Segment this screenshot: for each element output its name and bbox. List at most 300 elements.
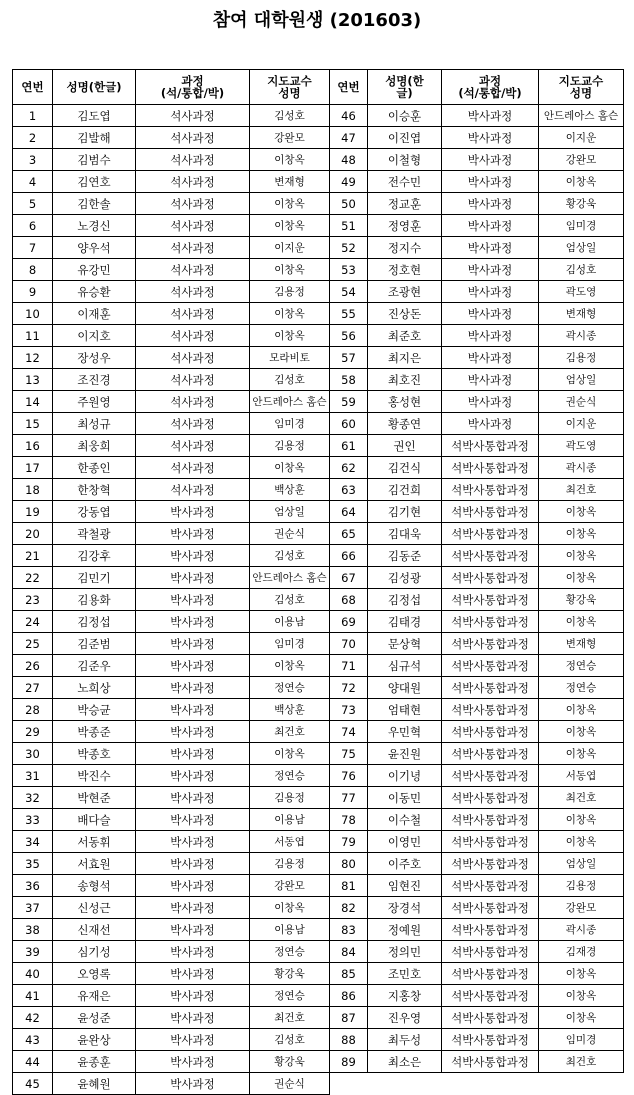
cell-course: 박사과정 (136, 1073, 250, 1095)
cell-name: 정영훈 (368, 215, 442, 237)
table-row (13, 1007, 330, 1029)
table-row (13, 413, 330, 435)
cell-name: 김준우 (53, 655, 136, 677)
table-row (13, 699, 330, 721)
cell-number: 66 (330, 545, 368, 567)
table-row (330, 721, 624, 743)
cell-course: 석박사통합과정 (442, 479, 539, 501)
cell-advisor: 이창옥 (250, 149, 330, 171)
cell-number: 42 (13, 1007, 53, 1029)
cell-name: 임현진 (368, 875, 442, 897)
cell-advisor: 안드레아스 홈슨 (539, 105, 624, 127)
cell-number: 22 (13, 567, 53, 589)
cell-course: 석박사통합과정 (442, 875, 539, 897)
cell-course: 석박사통합과정 (442, 1051, 539, 1073)
table-row (330, 369, 624, 391)
cell-name: 이주호 (368, 853, 442, 875)
table-row (13, 1073, 330, 1095)
cell-course: 석박사통합과정 (442, 787, 539, 809)
table-row (13, 831, 330, 853)
cell-name: 최호진 (368, 369, 442, 391)
cell-advisor: 곽도영 (539, 435, 624, 457)
cell-course: 박사과정 (442, 237, 539, 259)
table-row (330, 985, 624, 1007)
cell-course: 박사과정 (136, 633, 250, 655)
cell-name: 조광현 (368, 281, 442, 303)
cell-name: 양대원 (368, 677, 442, 699)
cell-name: 조진경 (53, 369, 136, 391)
cell-course: 박사과정 (136, 787, 250, 809)
cell-course: 박사과정 (442, 127, 539, 149)
table-row (330, 193, 624, 215)
cell-name: 김발해 (53, 127, 136, 149)
cell-name: 이기녕 (368, 765, 442, 787)
table-row (13, 479, 330, 501)
cell-advisor: 황강욱 (250, 1051, 330, 1073)
table-row (330, 325, 624, 347)
cell-course: 석사과정 (136, 193, 250, 215)
cell-number: 77 (330, 787, 368, 809)
cell-course: 박사과정 (136, 721, 250, 743)
cell-number: 35 (13, 853, 53, 875)
cell-advisor: 권순식 (539, 391, 624, 413)
table-row (330, 787, 624, 809)
col-header-number: 연번 (13, 70, 53, 105)
cell-advisor: 이창옥 (539, 831, 624, 853)
cell-number: 18 (13, 479, 53, 501)
table-row (330, 743, 624, 765)
table-row (13, 655, 330, 677)
cell-name: 한창혁 (53, 479, 136, 501)
cell-advisor: 이창옥 (539, 1007, 624, 1029)
cell-advisor: 정연승 (250, 765, 330, 787)
cell-name: 이재훈 (53, 303, 136, 325)
cell-name: 김용화 (53, 589, 136, 611)
cell-number: 11 (13, 325, 53, 347)
cell-advisor: 임미경 (250, 413, 330, 435)
students-table-left (12, 69, 330, 1095)
table-row (13, 611, 330, 633)
cell-name: 노희상 (53, 677, 136, 699)
cell-number: 19 (13, 501, 53, 523)
cell-course: 석사과정 (136, 325, 250, 347)
table-row (330, 809, 624, 831)
cell-name: 박종준 (53, 721, 136, 743)
cell-name: 신성근 (53, 897, 136, 919)
cell-number: 68 (330, 589, 368, 611)
table-row (13, 765, 330, 787)
table-row (330, 897, 624, 919)
table-row (13, 721, 330, 743)
cell-course: 석사과정 (136, 391, 250, 413)
cell-course: 석박사통합과정 (442, 743, 539, 765)
cell-advisor: 권순식 (250, 523, 330, 545)
cell-course: 석사과정 (136, 215, 250, 237)
cell-number: 78 (330, 809, 368, 831)
table-row (330, 699, 624, 721)
table-row (330, 1007, 624, 1029)
table-row (13, 875, 330, 897)
cell-course: 석사과정 (136, 413, 250, 435)
cell-course: 박사과정 (136, 809, 250, 831)
cell-course: 박사과정 (136, 501, 250, 523)
table-row (13, 787, 330, 809)
cell-name: 윤완상 (53, 1029, 136, 1051)
table-row (13, 171, 330, 193)
cell-number: 52 (330, 237, 368, 259)
table-row (330, 303, 624, 325)
cell-advisor: 이창옥 (539, 721, 624, 743)
cell-course: 박사과정 (136, 677, 250, 699)
cell-name: 정호현 (368, 259, 442, 281)
cell-name: 윤혜원 (53, 1073, 136, 1095)
cell-course: 석박사통합과정 (442, 699, 539, 721)
cell-number: 48 (330, 149, 368, 171)
cell-name: 정교훈 (368, 193, 442, 215)
cell-name: 유승환 (53, 281, 136, 303)
cell-course: 석사과정 (136, 149, 250, 171)
cell-number: 41 (13, 985, 53, 1007)
col-header-course: 과정 (석/통합/박) (136, 70, 250, 105)
cell-advisor: 강완모 (250, 127, 330, 149)
cell-advisor: 곽도영 (539, 281, 624, 303)
cell-number: 23 (13, 589, 53, 611)
table-row (330, 347, 624, 369)
table-row (330, 237, 624, 259)
cell-number: 43 (13, 1029, 53, 1051)
cell-number: 65 (330, 523, 368, 545)
cell-number: 47 (330, 127, 368, 149)
cell-course: 박사과정 (442, 413, 539, 435)
cell-advisor: 서동엽 (539, 765, 624, 787)
cell-number: 85 (330, 963, 368, 985)
cell-course: 석사과정 (136, 479, 250, 501)
cell-name: 유강민 (53, 259, 136, 281)
cell-advisor: 강완모 (250, 875, 330, 897)
cell-course: 박사과정 (136, 853, 250, 875)
col-header-advisor: 지도교수 성명 (539, 70, 624, 105)
col-header-name: 성명(한 글) (368, 70, 442, 105)
cell-course: 석사과정 (136, 259, 250, 281)
cell-number: 32 (13, 787, 53, 809)
table-row (330, 259, 624, 281)
cell-advisor: 이창옥 (250, 897, 330, 919)
cell-course: 박사과정 (136, 963, 250, 985)
cell-name: 김연호 (53, 171, 136, 193)
cell-course: 석박사통합과정 (442, 611, 539, 633)
cell-advisor: 황강욱 (250, 963, 330, 985)
cell-advisor: 강완모 (539, 149, 624, 171)
table-row (330, 1029, 624, 1051)
table-row (330, 435, 624, 457)
cell-advisor: 김성호 (539, 259, 624, 281)
cell-course: 박사과정 (136, 897, 250, 919)
cell-advisor: 최건호 (539, 1051, 624, 1073)
cell-name: 이철형 (368, 149, 442, 171)
table-row (330, 281, 624, 303)
cell-course: 석사과정 (136, 435, 250, 457)
col-header-course: 과정 (석/통합/박) (442, 70, 539, 105)
cell-number: 71 (330, 655, 368, 677)
table-row (330, 853, 624, 875)
cell-name: 장성우 (53, 347, 136, 369)
cell-name: 이동민 (368, 787, 442, 809)
table-row (330, 215, 624, 237)
table-row (13, 303, 330, 325)
cell-advisor: 강완모 (539, 897, 624, 919)
cell-name: 이영민 (368, 831, 442, 853)
cell-advisor: 이지운 (539, 413, 624, 435)
cell-number: 61 (330, 435, 368, 457)
table-row (13, 127, 330, 149)
cell-number: 56 (330, 325, 368, 347)
table-row (330, 875, 624, 897)
cell-number: 60 (330, 413, 368, 435)
cell-number: 31 (13, 765, 53, 787)
cell-number: 57 (330, 347, 368, 369)
table-row (13, 105, 330, 127)
table-row (13, 325, 330, 347)
cell-course: 박사과정 (136, 941, 250, 963)
cell-name: 정예원 (368, 919, 442, 941)
cell-course: 박사과정 (136, 1029, 250, 1051)
cell-course: 박사과정 (136, 655, 250, 677)
table-row (330, 479, 624, 501)
cell-name: 진상돈 (368, 303, 442, 325)
cell-number: 67 (330, 567, 368, 589)
cell-advisor: 곽시종 (539, 457, 624, 479)
cell-name: 이지호 (53, 325, 136, 347)
col-header-number: 연번 (330, 70, 368, 105)
table-row (13, 501, 330, 523)
col-header-advisor: 지도교수 성명 (250, 70, 330, 105)
table-row (330, 941, 624, 963)
cell-advisor: 이창옥 (539, 501, 624, 523)
cell-course: 석사과정 (136, 347, 250, 369)
cell-advisor: 이창옥 (539, 743, 624, 765)
table-row (330, 633, 624, 655)
cell-number: 27 (13, 677, 53, 699)
cell-course: 박사과정 (442, 215, 539, 237)
cell-number: 17 (13, 457, 53, 479)
cell-advisor: 이창옥 (250, 215, 330, 237)
cell-number: 70 (330, 633, 368, 655)
cell-name: 양우석 (53, 237, 136, 259)
cell-number: 81 (330, 875, 368, 897)
cell-course: 박사과정 (442, 259, 539, 281)
cell-number: 29 (13, 721, 53, 743)
cell-advisor: 이창옥 (539, 523, 624, 545)
cell-advisor: 김용정 (250, 281, 330, 303)
cell-course: 박사과정 (442, 281, 539, 303)
cell-course: 박사과정 (442, 105, 539, 127)
table-row (330, 149, 624, 171)
table-row (330, 919, 624, 941)
cell-advisor: 이창옥 (539, 545, 624, 567)
cell-number: 13 (13, 369, 53, 391)
cell-number: 64 (330, 501, 368, 523)
cell-name: 김태경 (368, 611, 442, 633)
cell-course: 석박사통합과정 (442, 589, 539, 611)
table-row (330, 655, 624, 677)
cell-advisor: 김성호 (250, 545, 330, 567)
cell-advisor: 이창옥 (539, 171, 624, 193)
table-row (13, 523, 330, 545)
cell-number: 2 (13, 127, 53, 149)
cell-course: 박사과정 (442, 325, 539, 347)
cell-name: 한종인 (53, 457, 136, 479)
cell-course: 석사과정 (136, 171, 250, 193)
cell-course: 석사과정 (136, 457, 250, 479)
cell-course: 박사과정 (136, 1051, 250, 1073)
cell-course: 석박사통합과정 (442, 545, 539, 567)
cell-name: 주원영 (53, 391, 136, 413)
cell-advisor: 엄상일 (539, 369, 624, 391)
table-row (330, 523, 624, 545)
cell-name: 심기성 (53, 941, 136, 963)
cell-advisor: 이창옥 (539, 985, 624, 1007)
cell-number: 44 (13, 1051, 53, 1073)
cell-name: 김대욱 (368, 523, 442, 545)
cell-advisor: 이창옥 (539, 567, 624, 589)
cell-advisor: 변재형 (539, 303, 624, 325)
cell-name: 이진엽 (368, 127, 442, 149)
cell-number: 69 (330, 611, 368, 633)
table-row (13, 985, 330, 1007)
cell-number: 53 (330, 259, 368, 281)
table-row (13, 391, 330, 413)
cell-name: 조민호 (368, 963, 442, 985)
cell-name: 박종호 (53, 743, 136, 765)
cell-name: 최성규 (53, 413, 136, 435)
cell-number: 1 (13, 105, 53, 127)
table-row (330, 171, 624, 193)
cell-advisor: 정연승 (250, 677, 330, 699)
cell-advisor: 모라비토 (250, 347, 330, 369)
cell-number: 62 (330, 457, 368, 479)
table-header-row (13, 70, 330, 105)
cell-number: 10 (13, 303, 53, 325)
cell-name: 윤진원 (368, 743, 442, 765)
cell-number: 49 (330, 171, 368, 193)
table-row (330, 589, 624, 611)
cell-advisor: 이창옥 (250, 457, 330, 479)
table-row (13, 1029, 330, 1051)
cell-name: 유재은 (53, 985, 136, 1007)
cell-advisor: 정연승 (250, 985, 330, 1007)
cell-number: 45 (13, 1073, 53, 1095)
cell-course: 박사과정 (136, 765, 250, 787)
cell-course: 석박사통합과정 (442, 831, 539, 853)
cell-course: 석사과정 (136, 369, 250, 391)
cell-name: 송형석 (53, 875, 136, 897)
cell-advisor: 임미경 (250, 633, 330, 655)
cell-course: 석박사통합과정 (442, 809, 539, 831)
cell-advisor: 김용정 (539, 875, 624, 897)
cell-name: 김정섭 (53, 611, 136, 633)
table-row (13, 633, 330, 655)
cell-course: 석박사통합과정 (442, 501, 539, 523)
table-row (13, 369, 330, 391)
cell-name: 심규석 (368, 655, 442, 677)
table-row (13, 457, 330, 479)
cell-number: 72 (330, 677, 368, 699)
cell-advisor: 김용정 (250, 787, 330, 809)
cell-name: 우민혁 (368, 721, 442, 743)
cell-course: 석박사통합과정 (442, 897, 539, 919)
cell-name: 정의민 (368, 941, 442, 963)
cell-advisor: 이창옥 (539, 611, 624, 633)
cell-name: 최준호 (368, 325, 442, 347)
cell-course: 박사과정 (136, 831, 250, 853)
cell-advisor: 이창옥 (250, 325, 330, 347)
cell-number: 21 (13, 545, 53, 567)
cell-number: 50 (330, 193, 368, 215)
cell-name: 김준범 (53, 633, 136, 655)
cell-course: 석박사통합과정 (442, 677, 539, 699)
cell-name: 김강후 (53, 545, 136, 567)
table-header-row (330, 70, 624, 105)
cell-number: 46 (330, 105, 368, 127)
cell-name: 곽철광 (53, 523, 136, 545)
cell-number: 58 (330, 369, 368, 391)
cell-name: 김도엽 (53, 105, 136, 127)
cell-course: 석사과정 (136, 237, 250, 259)
cell-number: 54 (330, 281, 368, 303)
cell-number: 7 (13, 237, 53, 259)
cell-course: 박사과정 (442, 347, 539, 369)
cell-name: 이수철 (368, 809, 442, 831)
cell-name: 서동휘 (53, 831, 136, 853)
cell-name: 진우영 (368, 1007, 442, 1029)
cell-course: 석박사통합과정 (442, 985, 539, 1007)
cell-course: 박사과정 (136, 545, 250, 567)
table-row (13, 545, 330, 567)
cell-course: 박사과정 (136, 611, 250, 633)
cell-advisor: 최건호 (250, 721, 330, 743)
cell-number: 24 (13, 611, 53, 633)
cell-advisor: 이창옥 (539, 699, 624, 721)
cell-name: 최웅희 (53, 435, 136, 457)
cell-advisor: 이창옥 (539, 963, 624, 985)
cell-advisor: 엄상일 (539, 853, 624, 875)
table-row (13, 215, 330, 237)
cell-course: 박사과정 (136, 567, 250, 589)
cell-advisor: 이용남 (250, 809, 330, 831)
col-header-name: 성명(한글) (53, 70, 136, 105)
cell-number: 84 (330, 941, 368, 963)
cell-advisor: 변재형 (539, 633, 624, 655)
table-row (13, 567, 330, 589)
cell-name: 권인 (368, 435, 442, 457)
cell-number: 82 (330, 897, 368, 919)
cell-course: 박사과정 (136, 743, 250, 765)
cell-advisor: 김용정 (250, 853, 330, 875)
cell-number: 89 (330, 1051, 368, 1073)
cell-course: 석박사통합과정 (442, 435, 539, 457)
cell-course: 박사과정 (136, 699, 250, 721)
table-row (13, 589, 330, 611)
cell-name: 김성광 (368, 567, 442, 589)
cell-number: 37 (13, 897, 53, 919)
cell-course: 석박사통합과정 (442, 633, 539, 655)
cell-course: 박사과정 (136, 919, 250, 941)
cell-course: 석박사통합과정 (442, 523, 539, 545)
cell-course: 석박사통합과정 (442, 853, 539, 875)
table-row (13, 853, 330, 875)
cell-number: 3 (13, 149, 53, 171)
cell-advisor: 백상훈 (250, 479, 330, 501)
